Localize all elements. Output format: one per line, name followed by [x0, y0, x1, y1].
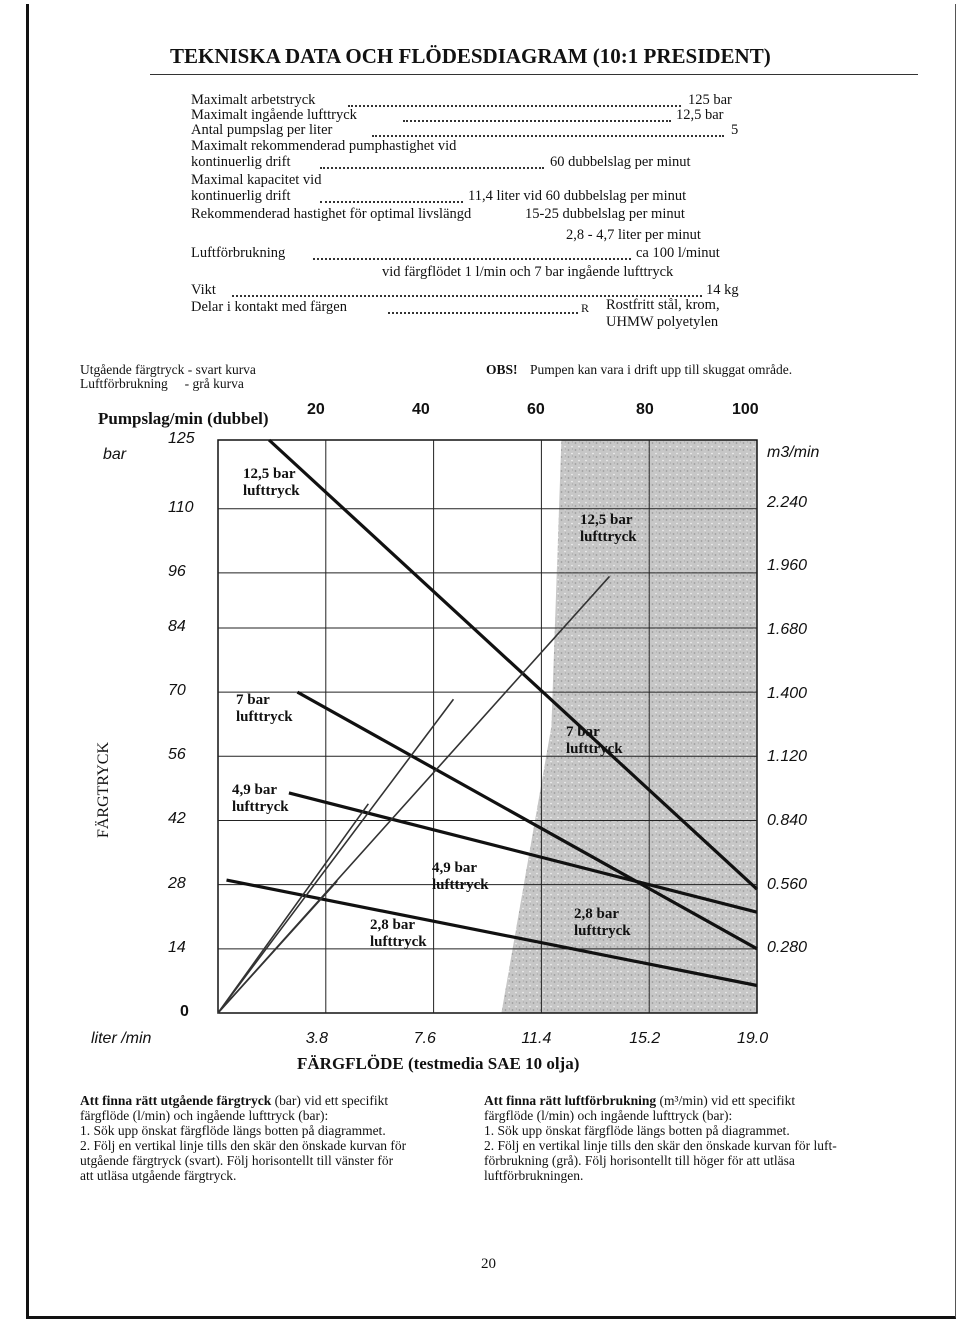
air-curve-7	[218, 881, 337, 1013]
curve-label-pressure: 2,8 bar	[574, 906, 619, 922]
right-tick-label: 1.960	[767, 557, 808, 575]
right-tick-label: 1.680	[767, 621, 808, 638]
top-tick-label: 100	[732, 401, 759, 418]
right-tick-label: 2.240	[767, 493, 808, 511]
spec-wetted-value-1: Rostfritt stål, krom,	[606, 297, 720, 313]
left-tick-label: 110	[168, 498, 194, 516]
curve-label-text: lufttryck	[232, 799, 289, 815]
x-tick-label: 7.6	[413, 1030, 436, 1047]
right-tick-label: 1.400	[767, 684, 808, 702]
instructions-pressure-title: Att finna rätt utgående färgtryck	[80, 1093, 272, 1108]
curve-label-text: lufttryck	[566, 741, 623, 757]
spec-strokes-value: 5	[731, 122, 739, 138]
spec-air-consumption-value: ca 100 l/minut	[636, 245, 720, 261]
curve-label-pressure: 12,5 bar	[243, 466, 296, 482]
spec-rec-speed-label-2: kontinuerlig drift	[191, 154, 291, 170]
curve-label	[370, 917, 427, 951]
instructions-air-intro: (m³/min) vid ett specifikt färgflöde (l/min) och ingående lufttryck (bar):	[484, 1093, 796, 1123]
spec-max-air-label: Maximalt ingående lufttryck	[191, 107, 357, 123]
curve-label	[580, 512, 637, 546]
x-axis-unit: liter /min	[91, 1030, 152, 1047]
curve-label-pressure: 12,5 bar	[580, 512, 633, 528]
instructions-pressure-step-1: 1. Sök upp önskat färgflöde längs botten på diagrammet.	[80, 1123, 386, 1138]
right-tick-label: 0.840	[767, 812, 808, 829]
spec-optimal-value-2: 2,8 - 4,7 liter per minut	[566, 227, 701, 243]
x-tick-label: 3.8	[305, 1030, 329, 1047]
curve-label-text: lufttryck	[432, 877, 489, 893]
right-axis-unit: m3/min	[767, 444, 820, 461]
left-axis-title: FÄRGTRYCK	[95, 741, 112, 839]
top-tick-label: 40	[412, 401, 430, 418]
page-number: 20	[481, 1256, 496, 1272]
curve-label	[243, 466, 300, 500]
curve-label	[574, 906, 631, 940]
spec-optimal-label: Rekommenderad hastighet för optimal livslängd	[191, 206, 472, 222]
left-tick-label: 84	[168, 617, 186, 635]
page-title: TEKNISKA DATA OCH FLÖDESDIAGRAM (10:1 PRESIDENT)	[170, 44, 771, 68]
spec-strokes-label: Antal pumpslag per liter	[191, 122, 333, 138]
curve-label-text: lufttryck	[243, 483, 300, 499]
curve-label-pressure: 4,9 bar	[432, 860, 477, 876]
spec-max-pressure-label: Maximalt arbetstryck	[191, 92, 316, 108]
obs-label: OBS!	[486, 362, 518, 377]
spec-air-consumption-label: Luftförbrukning	[191, 245, 286, 261]
curve-label	[236, 692, 293, 726]
top-tick-label: 80	[636, 401, 654, 418]
left-tick-label: 125	[168, 430, 195, 447]
spec-wetted-label: Delar i kontakt med färgen	[191, 299, 347, 315]
instructions-air-title: Att finna rätt luftförbrukning	[484, 1093, 657, 1108]
air-curve-5	[218, 699, 453, 1013]
spec-weight-label: Vikt	[191, 282, 216, 298]
curve-label-pressure: 4,9 bar	[232, 782, 277, 798]
spec-rec-speed-value: 60 dubbelslag per minut	[550, 154, 691, 170]
spec-capacity-label-1: Maximal kapacitet vid	[191, 172, 322, 188]
spec-rec-speed-label-1: Maximalt rekommenderad pumphastighet vid	[191, 138, 457, 154]
curve-label-text: lufttryck	[370, 934, 427, 950]
spec-air-consumption-note: vid färgflödet 1 l/min och 7 bar ingående lufttryck	[382, 264, 674, 280]
obs-note: Pumpen kan vara i drift upp till skuggat område.	[530, 362, 793, 377]
instructions-pressure	[80, 1093, 410, 1183]
instructions-pressure-intro: (bar) vid ett specifikt färgflöde (l/min) och ingående lufttryck (bar):	[80, 1093, 389, 1123]
spec-capacity-value: 11,4 liter vid 60 dubbelslag per minut	[468, 188, 687, 204]
legend-grey-curve: Luftförbrukning - grå kurva	[80, 376, 244, 391]
curve-label	[432, 860, 489, 894]
curve-label	[566, 724, 623, 758]
legend-black-curve: Utgående färgtryck - svart kurva	[80, 362, 256, 377]
x-axis-title: FÄRGFLÖDE (testmedia SAE 10 olja)	[297, 1054, 580, 1073]
instructions-air-step-2: 2. Följ en vertikal linje tills den skär den önskade kurvan för luft- förbrukning (grå). Följ horisontellt till höger för att utläsa luftförbrukningen.	[484, 1138, 837, 1183]
registered-mark: R	[581, 301, 590, 315]
curve-label-pressure: 7 bar	[236, 692, 270, 708]
spec-wetted-value-2: UHMW polyetylen	[606, 314, 719, 330]
left-axis-unit: bar	[103, 446, 127, 463]
curve-label-pressure: 2,8 bar	[370, 917, 415, 933]
spec-optimal-value-1: 15-25 dubbelslag per minut	[525, 206, 685, 222]
instructions-air-step-1: 1. Sök upp önskat färgflöde längs botten på diagrammet.	[484, 1123, 790, 1138]
top-tick-label: 60	[527, 401, 545, 418]
left-tick-label: 96	[168, 562, 186, 580]
left-tick-label: 0	[180, 1003, 189, 1020]
curve-label-pressure: 7 bar	[566, 724, 600, 740]
curve-label-text: lufttryck	[574, 923, 631, 939]
right-tick-label: 1.120	[767, 748, 808, 766]
left-tick-label: 14	[168, 938, 186, 956]
spec-max-pressure-value: 125 bar	[688, 92, 732, 108]
instructions-air	[484, 1093, 844, 1183]
x-tick-label: 19.0	[737, 1030, 769, 1047]
right-tick-label: 0.560	[767, 875, 808, 893]
curve-label-text: lufttryck	[236, 709, 293, 725]
x-tick-label: 15.2	[629, 1030, 661, 1047]
left-tick-label: 56	[168, 746, 186, 764]
spec-capacity-label-2: kontinuerlig drift	[191, 188, 291, 204]
air-curve-6	[218, 804, 368, 1013]
instructions-pressure-step-2: 2. Följ en vertikal linje tills den skär den önskade kurvan för utgående färgtryck (svart). Följ horisontellt till vänster för att utläsa utgående färgtryck.	[80, 1138, 407, 1183]
spec-weight-value: 14 kg	[706, 282, 739, 298]
left-tick-label: 70	[168, 682, 186, 700]
top-axis-label: Pumpslag/min (dubbel)	[98, 409, 269, 428]
right-tick-label: 0.280	[767, 939, 808, 957]
spec-max-air-value: 12,5 bar	[676, 107, 724, 123]
left-tick-label: 42	[168, 810, 186, 828]
x-tick-label: 11.4	[521, 1030, 552, 1047]
curve-label-text: lufttryck	[580, 529, 637, 545]
left-tick-label: 28	[168, 874, 186, 892]
top-tick-label: 20	[307, 401, 325, 418]
curve-label	[232, 782, 289, 816]
